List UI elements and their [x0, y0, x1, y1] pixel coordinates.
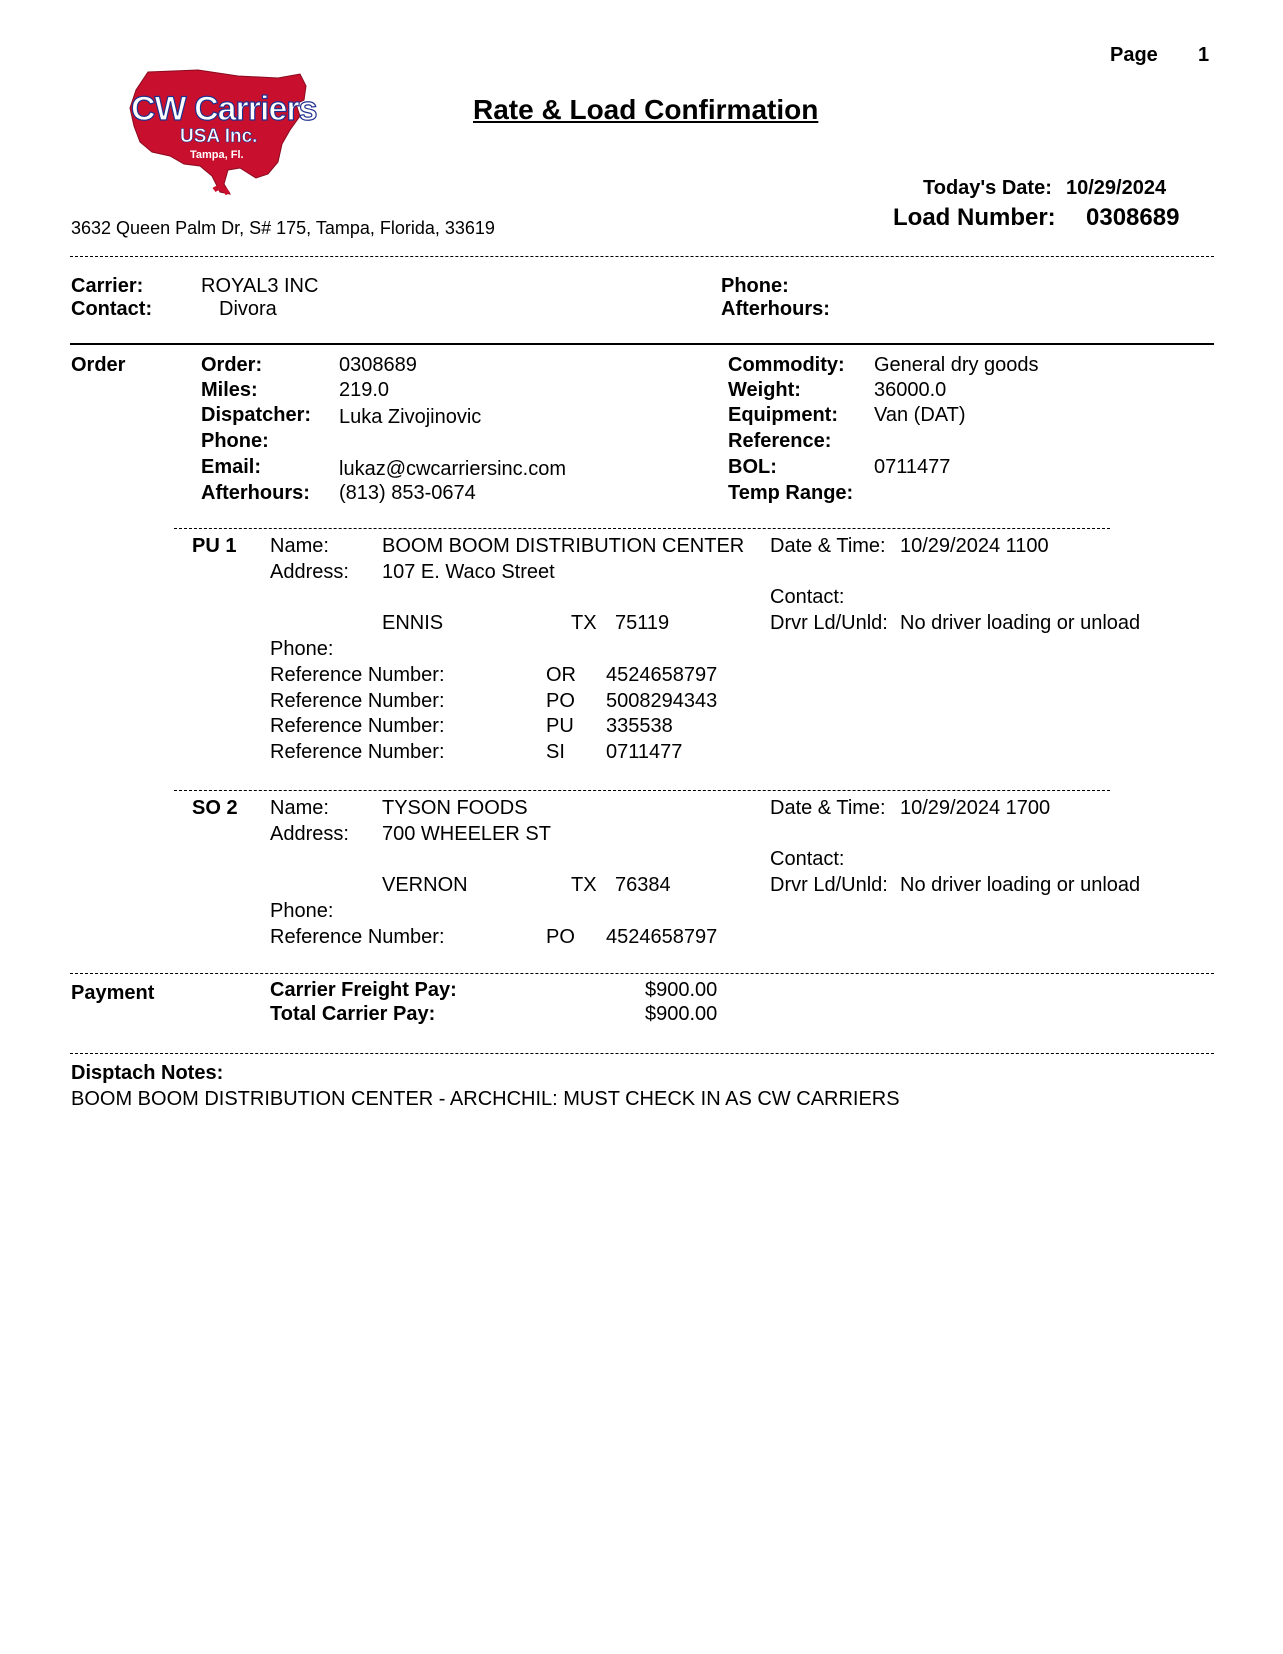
weight-value: 36000.0 [874, 379, 947, 401]
equipment-value: Van (DAT) [874, 404, 966, 426]
reference-number-label: Reference Number: [270, 715, 445, 737]
stop-datetime-label: Date & Time: [770, 797, 886, 819]
stop-city: VERNON [382, 874, 468, 896]
order-label: Order: [201, 354, 263, 376]
contact-value: Divora [219, 298, 277, 320]
weight-label: Weight: [728, 379, 801, 401]
stop-city: ENNIS [382, 612, 444, 634]
divider [70, 256, 1214, 257]
freight-pay-label: Carrier Freight Pay: [270, 979, 457, 1001]
dispatcher-phone-label: Phone: [201, 430, 269, 452]
stop-address-label: Address: [270, 561, 349, 583]
carrier-afterhours-label: Afterhours: [721, 298, 830, 320]
stop-datetime-label: Date & Time: [770, 535, 886, 557]
divider [174, 790, 1110, 791]
commodity-label: Commodity: [728, 354, 845, 376]
reference-number-label: Reference Number: [270, 926, 445, 948]
stop-contact-label: Contact: [770, 848, 845, 870]
stop-phone-label: Phone: [270, 638, 334, 660]
logo-line1: CW Carriers [131, 90, 317, 128]
dispatcher-label: Dispatcher: [201, 404, 312, 426]
dispatcher-afterhours-label: Afterhours: [201, 482, 310, 504]
stop-code: SO 2 [192, 797, 238, 819]
temp-range-label: Temp Range: [728, 482, 854, 504]
stop-address-label: Address: [270, 823, 349, 845]
divider [70, 973, 1214, 974]
stop-drvr-value: No driver loading or unload [900, 612, 1141, 634]
dispatcher-afterhours-value: (813) 853-0674 [339, 482, 476, 504]
company-address: 3632 Queen Palm Dr, S# 175, Tampa, Florida, 33619 [71, 218, 495, 238]
order-value: 0308689 [339, 354, 417, 376]
reference-value: 4524658797 [606, 664, 718, 686]
carrier-phone-label: Phone: [721, 275, 789, 297]
order-section-label: Order [71, 354, 126, 376]
load-number: 0308689 [1086, 204, 1180, 231]
stop-zip: 76384 [615, 874, 671, 896]
miles-label: Miles: [201, 379, 258, 401]
stop-datetime: 10/29/2024 1700 [900, 797, 1051, 819]
stop-name-label: Name: [270, 535, 329, 557]
divider [174, 528, 1110, 529]
commodity-value: General dry goods [874, 354, 1039, 376]
reference-number-label: Reference Number: [270, 690, 445, 712]
stop-address: 700 WHEELER ST [382, 823, 551, 845]
reference-value: 5008294343 [606, 690, 718, 712]
reference-value: 4524658797 [606, 926, 718, 948]
page-number: 1 [1198, 44, 1210, 66]
todays-date: 10/29/2024 [1066, 177, 1167, 199]
stop-name: BOOM BOOM DISTRIBUTION CENTER [382, 535, 745, 557]
reference-value: 0711477 [606, 741, 683, 763]
notes-label: Disptach Notes: [71, 1062, 224, 1084]
stop-drvr-label: Drvr Ld/Unld: [770, 874, 888, 896]
bol-value: 0711477 [874, 456, 951, 478]
stop-drvr-value: No driver loading or unload [900, 874, 1141, 896]
divider [70, 343, 1214, 345]
stop-phone-label: Phone: [270, 900, 334, 922]
reference-type: SI [546, 741, 565, 763]
load-number-label: Load Number: [893, 204, 1056, 231]
todays-date-label: Today's Date: [923, 177, 1052, 199]
stop-name-label: Name: [270, 797, 329, 819]
carrier-label: Carrier: [71, 275, 144, 297]
reference-type: PU [546, 715, 574, 737]
logo-line3: Tampa, Fl. [190, 149, 244, 161]
reference-number-label: Reference Number: [270, 741, 445, 763]
stop-zip: 75119 [615, 612, 670, 634]
stop-contact-label: Contact: [770, 586, 845, 608]
page-label: Page [1110, 44, 1158, 66]
email-label: Email: [201, 456, 262, 478]
contact-label: Contact: [71, 298, 153, 320]
stop-name: TYSON FOODS [382, 797, 528, 819]
email-value: lukaz@cwcarriersinc.com [339, 458, 567, 480]
stop-datetime: 10/29/2024 1100 [900, 535, 1049, 557]
dispatcher-value: Luka Zivojinovic [339, 406, 482, 428]
page-title: Rate & Load Confirmation [473, 94, 819, 125]
stop-code: PU 1 [192, 535, 237, 557]
stop-state: TX [571, 612, 597, 634]
reference-type: OR [546, 664, 576, 686]
stop-state: TX [571, 874, 597, 896]
stop-address: 107 E. Waco Street [382, 561, 555, 583]
divider [70, 1053, 1214, 1054]
total-pay-value: $900.00 [645, 1003, 718, 1025]
reference-label: Reference: [728, 430, 832, 452]
stop-drvr-label: Drvr Ld/Unld: [770, 612, 888, 634]
reference-type: PO [546, 926, 575, 948]
reference-value: 335538 [606, 715, 673, 737]
reference-type: PO [546, 690, 575, 712]
reference-number-label: Reference Number: [270, 664, 445, 686]
equipment-label: Equipment: [728, 404, 838, 426]
carrier-value: ROYAL3 INC [201, 275, 319, 297]
total-pay-label: Total Carrier Pay: [270, 1003, 436, 1025]
bol-label: BOL: [728, 456, 777, 478]
freight-pay-value: $900.00 [645, 979, 718, 1001]
payment-section-label: Payment [71, 982, 155, 1004]
notes-text: BOOM BOOM DISTRIBUTION CENTER - ARCHCHIL: MUST CHECK IN AS CW CARRIERS [71, 1088, 900, 1110]
logo-line2: USA Inc. [180, 126, 258, 147]
miles-value: 219.0 [339, 379, 390, 401]
